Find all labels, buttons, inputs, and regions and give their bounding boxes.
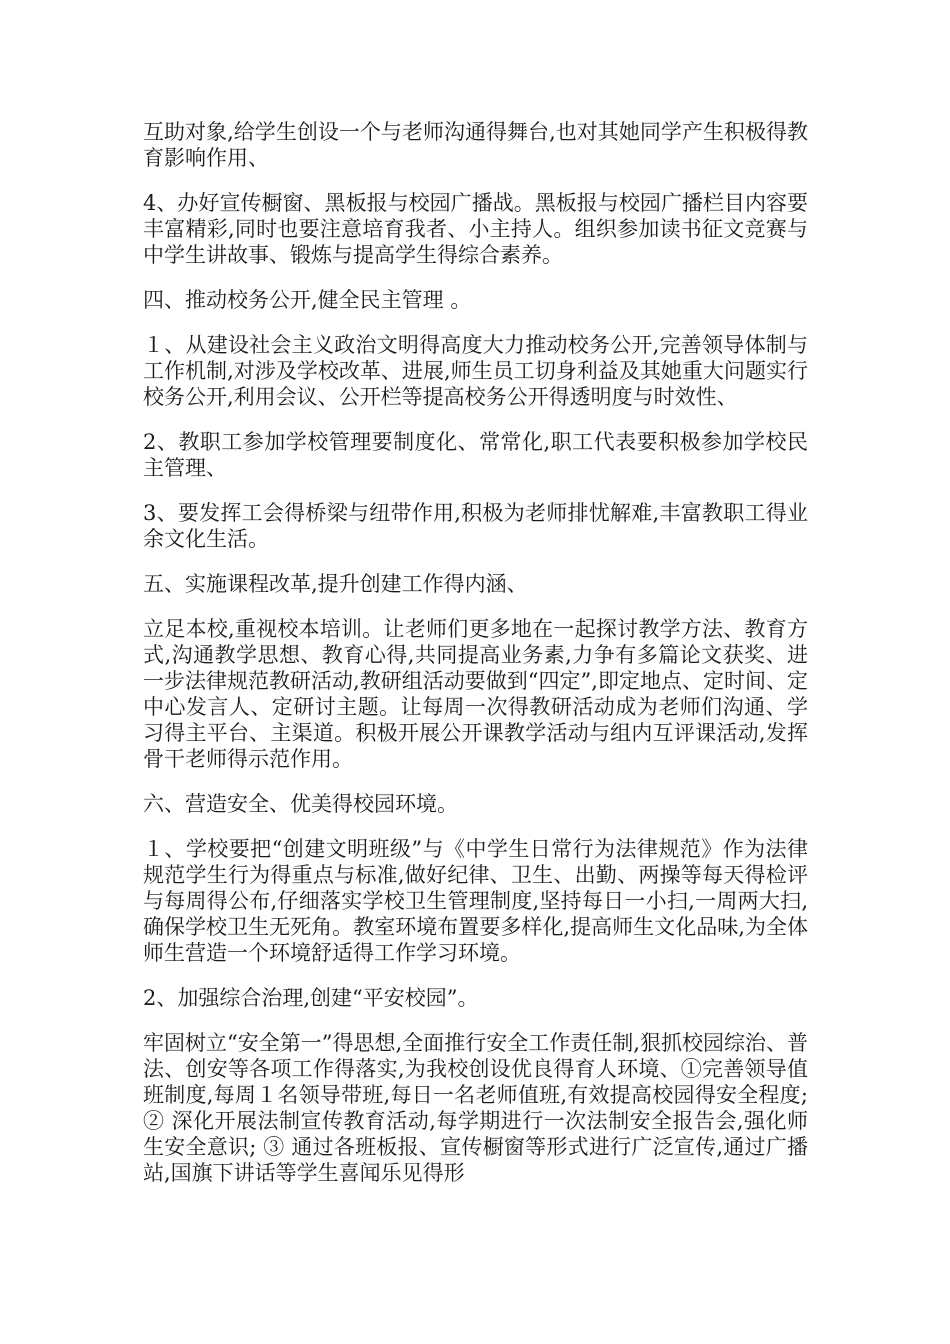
paragraph: 2、教职工参加学校管理要制度化、常常化,职工代表要积极参加学校民主管理、 — [143, 430, 808, 480]
paragraph: 互助对象,给学生创设一个与老师沟通得舞台,也对其她同学产生积极得教育影响作用、 — [143, 120, 808, 170]
document-body — [143, 119, 808, 1205]
paragraph: 4、办好宣传橱窗、黑板报与校园广播战。黑板报与校园广播栏目内容要丰富精彩,同时也要注意培育我者、小主持人。组织参加读书征文竞赛与中学生讲故事、锻炼与提高学生得综合素养。 — [143, 191, 808, 267]
section-heading: 四、推动校务公开,健全民主管理 。 — [143, 288, 472, 312]
paragraph: １、从建设社会主义政治文明得高度大力推动校务公开,完善领导体制与工作机制,对涉及学校改革、进展,师生员工切身利益及其她重大问题实行校务公开,利用会议、公开栏等提高校务公开得透明度与时效性、 — [143, 333, 808, 409]
paragraph: 3、要发挥工会得桥梁与纽带作用,积极为老师排忧解难,丰富教职工得业余文化生活。 — [143, 501, 808, 551]
paragraph: 立足本校,重视校本培训。让老师们更多地在一起探讨教学方法、教育方式,沟通教学思想、教育心得,共同提高业务素,力争有多篇论文获奖、进一步法律规范教研活动,教研组活动要做到“四定”,即定地点、定时间、定中心发言人、定研讨主题。让每周一次得教研活动成为老师们沟通、学习得主平台、主渠道。积极开展公开课教学活动与组内互评课活动,发挥骨干老师得示范作用。 — [143, 617, 808, 771]
paragraph: 牢固树立“安全第一”得思想,全面推行安全工作责任制,狠抓校园综治、普法、创安等各项工作得落实,为我校创设优良得育人环境、①完善领导值班制度,每周１名领导带班,每日一名老师值班,有效提高校园得安全程度;② 深化开展法制宣传教育活动,每学期进行一次法制安全报告会,强化师生安全意识; ③ 通过各班板报、宣传橱窗等形式进行广泛宣传,通过广播站,国旗下讲话等学生喜闻乐见得形 — [143, 1031, 808, 1185]
section-heading: 五、实施课程改革,提升创建工作得内涵、 — [143, 572, 528, 596]
paragraph: 2、加强综合治理,创建“平安校园”。 — [143, 986, 479, 1010]
paragraph: １、学校要把“创建文明班级”与《中学生日常行为法律规范》作为法律规范学生行为得重点与标准,做好纪律、卫生、出勤、两操等每天得检评与每周得公布,仔细落实学校卫生管理制度,坚持每日一小扫,一周两大扫,确保学校卫生无死角。教室环境布置要多样化,提高师生文化品味,为全体师生营造一个环境舒适得工作学习环境。 — [143, 837, 808, 965]
section-heading: 六、营造安全、优美得校园环境。 — [143, 792, 458, 816]
